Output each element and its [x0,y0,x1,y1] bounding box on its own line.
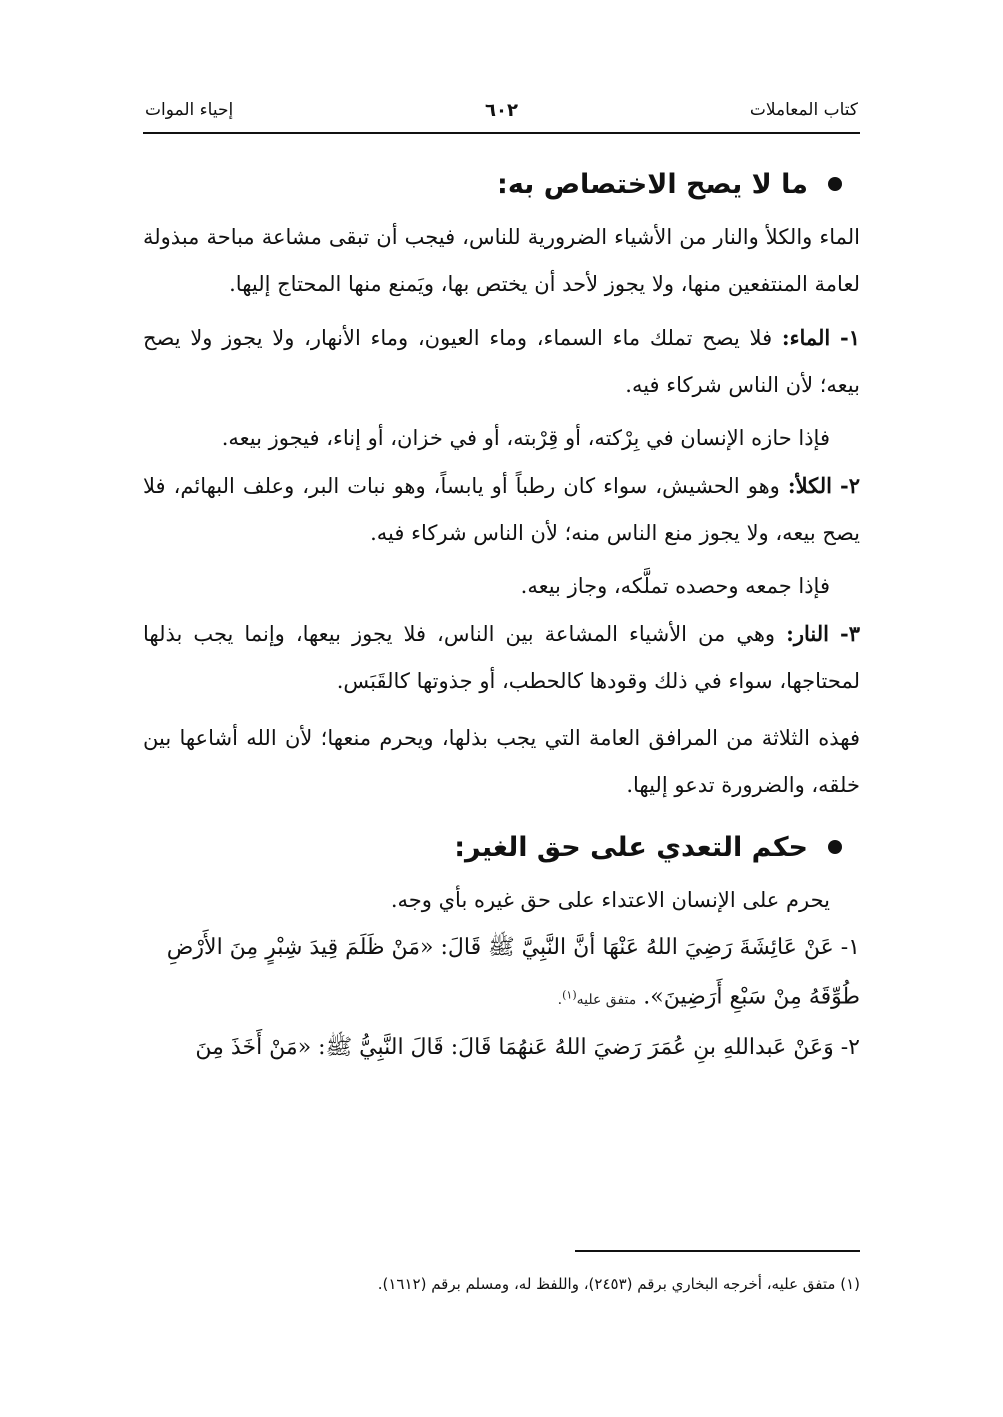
item-number: ١- [840,325,860,350]
item-number: ٣- [840,621,861,646]
list-item-pasture [143,462,860,557]
section2-intro: يحرم على الإنسان الاعتداء على حق غيره بأي وجه. [390,888,830,912]
section-heading-text: حكم التعدي على حق الغير: [454,831,808,863]
item-text: فلا يصح تملك ماء السماء، وماء العيون، وماء الأنهار، ولا يجوز ولا يصح بيعه؛ لأن الناس شركاء فيه. [143,326,860,397]
conclusion-paragraph: فهذه الثلاثة من المرافق العامة التي يجب بذلها، ويحرم منعها؛ لأن الله أشاعها بين خلقه، والضرورة تدعو إليها. [143,726,860,797]
footnote: (١) متفق عليه، أخرجه البخاري برقم (٢٤٥٣)، واللفظ له، ومسلم برقم (١٦١٢). [377,1275,860,1293]
item-text: وهي من الأشياء المشاعة بين الناس، فلا يجوز بيعها، وإنما يجب بذلها لمحتاجها، سواء في ذلك وقودها كالحطب، أو جذوتها كالقَبَس. [143,622,860,693]
footnote-divider [575,1250,860,1252]
item-note: فإذا جمعه وحصده تملَّكه، وجاز بيعه. [520,574,830,598]
item-term: الماء: [781,325,831,350]
header-divider [143,132,860,134]
section-heading-text: ما لا يصح الاختصاص به: [497,168,808,200]
running-header [143,100,860,134]
intro-paragraph: الماء والكلأ والنار من الأشياء الضرورية للناس، فيجب أن تبقى مشاعة مباحة مبذولة لعامة المنتفعين منها، ولا يجوز لأحد أن يختص بها، ويَمنع منها المحتاج إليها. [143,225,860,296]
page-number: ٦٠٢ [485,100,518,121]
item-term: النار: [786,621,829,646]
hadith-text: ١- عَنْ عَائِشَةَ رَضِيَ اللهُ عَنْهَا أنَّ النَّبِيَّ ﷺ قَالَ: «مَنْ ظَلَمَ قِيدَ شِبْرٍ مِنَ الأَرْضِ طُوِّقَهُ مِنْ سَبْعِ أَرَضِينَ». [166,935,860,1010]
footnote-marker[interactable]: (١) [562,988,577,1001]
chapter-title: إحياء الموات [145,100,234,120]
page-body [143,160,860,1071]
hadith-reference: متفق عليه$^{(١)}$. [557,988,637,1008]
bullet-icon [828,840,842,854]
item-term: الكلأ: [787,473,832,498]
hadith-1 [143,924,860,1024]
hadith-2: ٢- وَعَنْ عَبداللهِ بنِ عُمَرَ رَضيَ اللهُ عَنهُمَا قَالَ: قَالَ النَّبِيُّ ﷺ: «مَنْ أَخَذَ مِنَ [195,1034,860,1060]
bullet-icon [828,177,842,191]
book-title: كتاب المعاملات [749,100,858,120]
list-item-fire [143,610,860,705]
section-heading-2 [143,823,842,871]
list-item-water [143,314,860,409]
item-text: وهو الحشيش، سواء كان رطباً أو يابساً، وهو نبات البر، وعلف البهائم، فلا يصح بيعه، ولا يجوز منع الناس منه؛ لأن الناس شركاء فيه. [143,474,860,545]
item-number: ٢- [840,473,860,498]
section-heading-1 [143,160,842,208]
item-note: فإذا حازه الإنسان في بِرْكته، أو قِرْبته، أو في خزان، أو إناء، فيجوز بيعه. [221,426,830,450]
